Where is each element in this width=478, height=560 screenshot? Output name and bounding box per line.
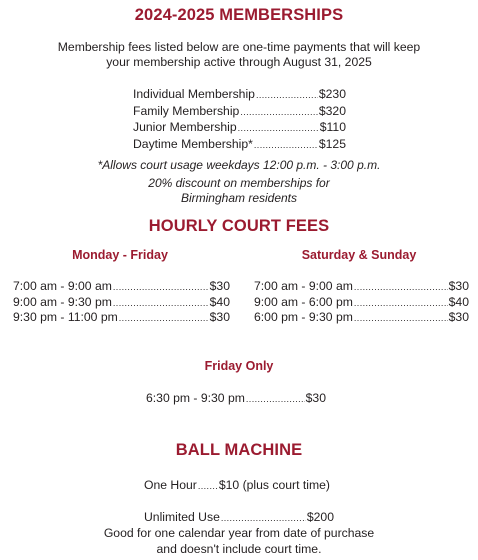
fee-row [254, 310, 469, 326]
ball-machine-one-hour [144, 478, 336, 494]
fee-time: 7:00 am - 9:00 am [254, 279, 353, 293]
fee-row [13, 310, 230, 326]
fee-time: 6:00 pm - 9:30 pm [254, 310, 353, 324]
fee-price: $10 (plus court time) [218, 478, 330, 492]
fee-label: One Hour [144, 478, 197, 492]
fee-time: 6:30 pm - 9:30 pm [146, 391, 245, 405]
fee-time: 9:30 pm - 11:00 pm [13, 310, 118, 324]
ball-machine-unlimited [144, 510, 334, 526]
fee-price: $30 [305, 391, 326, 405]
fee-time: 9:00 am - 6:00 pm [254, 294, 353, 309]
fee-price: $40 [448, 294, 469, 309]
friday-fee-list [146, 391, 326, 407]
membership-label: Individual Membership [133, 87, 255, 101]
fee-price: $30 [209, 279, 230, 293]
ball-machine-title: BALL MACHINE [175, 441, 303, 459]
membership-label: Family Membership [133, 103, 240, 118]
membership-item [133, 137, 346, 154]
fee-price: $30 [209, 310, 230, 324]
fee-price: $200 [306, 510, 334, 524]
memberships-title: 2024-2025 MEMBERSHIPS [134, 6, 344, 24]
fee-price: $30 [448, 310, 469, 324]
membership-item [133, 87, 346, 104]
weekday-heading: Monday - Friday [72, 248, 168, 262]
fee-price: $40 [209, 294, 230, 309]
fee-row [144, 478, 336, 494]
weekday-fee-list [13, 279, 230, 326]
membership-label: Junior Membership [133, 120, 237, 134]
ball-machine-note-line1: Good for one calendar year from date of purchase [103, 526, 375, 540]
fee-time: 9:00 am - 9:30 pm [13, 294, 112, 309]
membership-price: $320 [318, 103, 346, 118]
membership-label: Daytime Membership* [133, 136, 253, 151]
fee-row [146, 391, 326, 407]
fee-label: Unlimited Use [144, 510, 220, 524]
ball-machine-note-line2: and doesn't include court time. [156, 542, 322, 556]
membership-price: $110 [319, 120, 346, 134]
weekend-heading: Saturday & Sunday [301, 248, 417, 262]
fee-price: $30 [448, 279, 469, 293]
memberships-intro-line1: Membership fees listed below are one-time payments that will keep [57, 40, 421, 54]
weekend-fee-list [254, 279, 469, 326]
court-fees-title: HOURLY COURT FEES [148, 217, 330, 235]
fee-row [13, 279, 230, 295]
membership-item [133, 104, 346, 121]
fee-row [13, 295, 230, 311]
fee-row [254, 295, 469, 311]
discount-line1: 20% discount on memberships for [148, 176, 330, 190]
membership-footnote: *Allows court usage weekdays 12:00 p.m. - 3:00 p.m. [97, 158, 381, 172]
fee-row [254, 279, 469, 295]
memberships-intro-line2: your membership active through August 31, 2025 [106, 55, 372, 69]
fee-row [144, 510, 334, 526]
fee-time: 7:00 am - 9:00 am [13, 279, 112, 293]
membership-price: $230 [318, 87, 346, 101]
discount-line2: Birmingham residents [180, 191, 298, 205]
membership-item [133, 120, 346, 137]
membership-price: $125 [318, 136, 346, 151]
membership-list [133, 87, 346, 153]
friday-heading: Friday Only [204, 359, 274, 373]
